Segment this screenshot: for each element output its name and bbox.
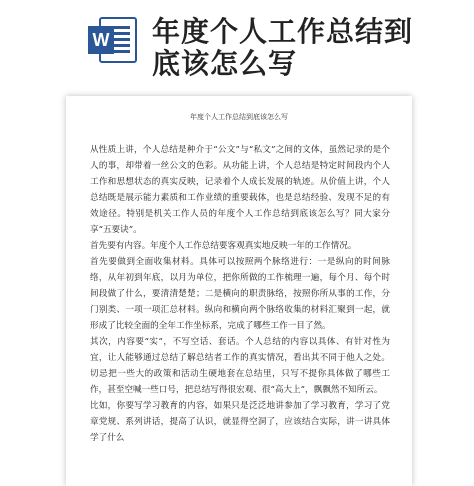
page-header: [0, 0, 474, 92]
document-body: [90, 142, 390, 446]
icon-letter: W: [92, 30, 110, 50]
paragraph-5: 比如，你要写学习教育的内容，如果只是泛泛地讲参加了学习教育，学习了党章党规、系列讲话，提高了认识，就显得空洞了，应该结合实际，讲一讲具体学了什么: [90, 401, 390, 443]
document-title: 年度个人工作总结到底该怎么写: [190, 113, 288, 121]
page-title: [152, 16, 452, 80]
paragraph-1: 从性质上讲，个人总结是种介于“公文”与“私文”之间的文体，虽然记录的是个人的事，却带着一丝公文的色彩。从功能上讲，个人总结是特定时间段内个人工作和思想状态的真实反映，记录着个人成长发展的轨迹。从价值上讲，个人总结既是展示能力素质和工作业绩的重要载体，也是总结经验、发现不足的有效途径。特别是机关工作人员的年度个人工作总结到底该怎么写？同大家分享“五要诀”。: [90, 145, 390, 235]
title-line-2: 底该怎么写: [152, 47, 298, 80]
paragraph-3: 首先要做到全面收集材料。具体可以按照两个脉络进行：一是纵向的时间脉络，从年初到年底，以月为单位，把你所做的工作梳理一遍，每个月、每个时间段做了什么，要清清楚楚；二是横向的职责脉络，按照你所从事的工作，分门别类、一项一项汇总材料。纵向和横向两个脉络收集的材料汇聚到一起，就形成了比较全面的全年工作坐标系，完成了哪些工作一目了然。: [90, 257, 390, 331]
document-page: [66, 96, 412, 486]
paragraph-2: 首先要有内容。年度个人工作总结要客观真实地反映一年的工作情况。: [90, 241, 357, 251]
paragraph-4: 其次，内容要“实”，不写空话、套话。个人总结的内容以具体、有针对性为宜，让人能够通过总结了解总结者工作的真实情况，看出其不同于他人之处。切忌把一些大的政策和活动生硬地套在总结里，只写不提你具体做了哪些工作，甚至空喊一些口号，把总结写得很宏观、很“高大上”，飘飘然不知所云。: [90, 337, 390, 395]
word-document-icon: [86, 14, 138, 66]
title-line-1: 年度个人工作总结到: [152, 15, 414, 48]
